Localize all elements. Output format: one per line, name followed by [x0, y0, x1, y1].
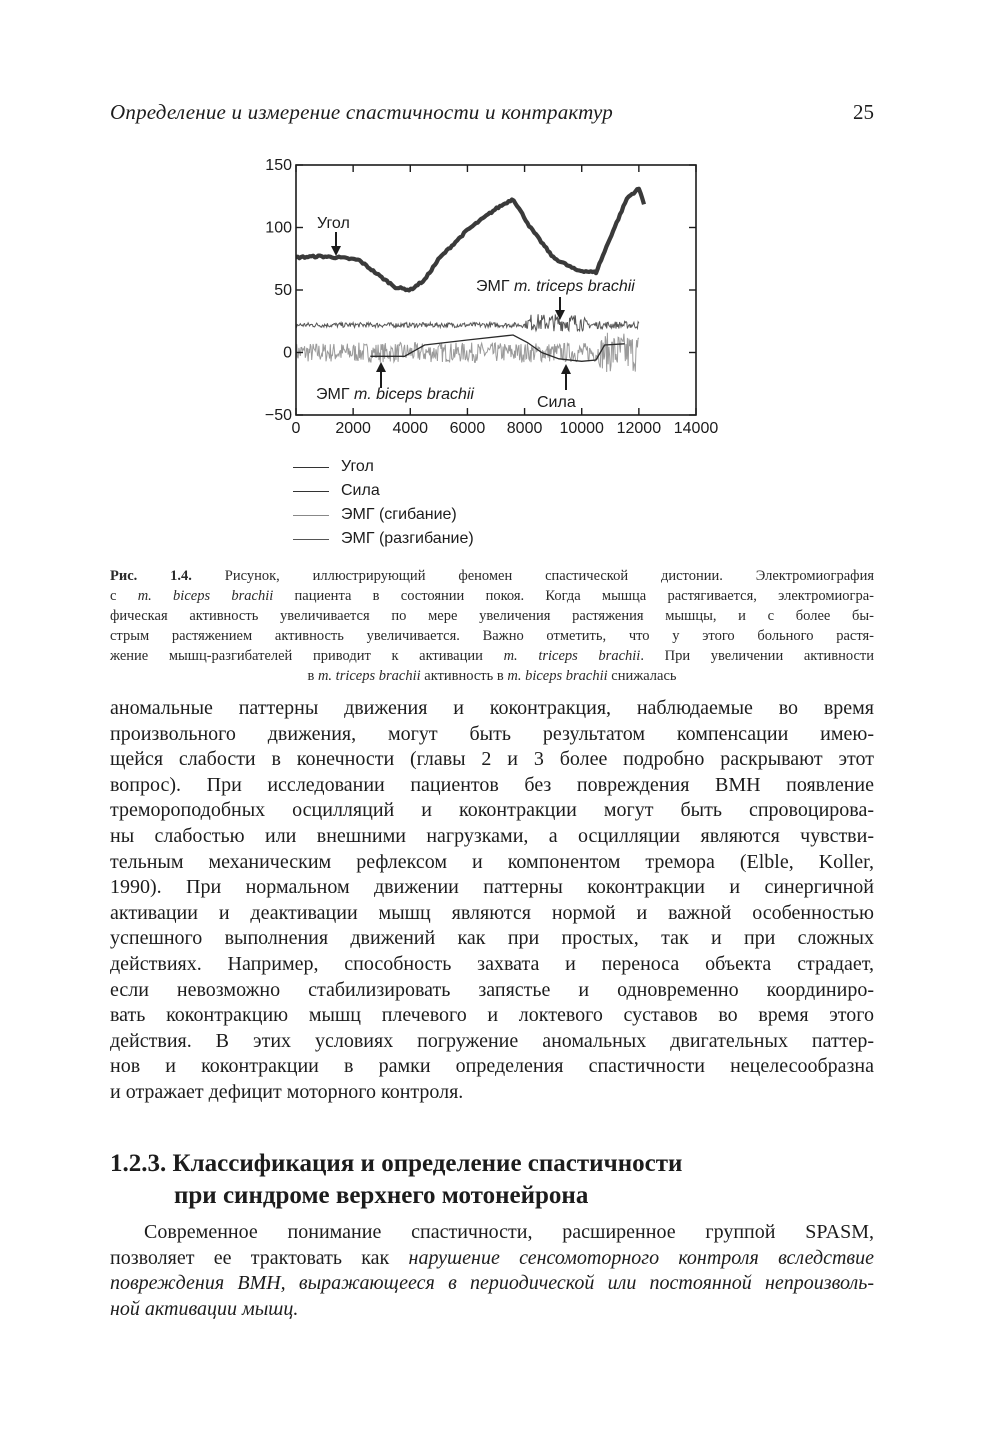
- annotation-emg-biceps-prefix: ЭМГ: [316, 386, 354, 403]
- caption-term: m. biceps brachii: [137, 588, 274, 604]
- legend-item-emg-extension: [293, 527, 474, 551]
- x-tick-label: 8000: [506, 420, 543, 437]
- lead-line: Современное понимание спастичности, расширенное группой SPASM,: [144, 1221, 874, 1243]
- figure-caption: [110, 566, 874, 686]
- y-tick-label: 150: [265, 157, 292, 174]
- caption-term: m. triceps brachii: [317, 668, 421, 684]
- x-tick-label: 0: [291, 420, 301, 437]
- arrowhead-angle: [331, 246, 341, 256]
- caption-term: m. triceps brachii: [503, 648, 641, 664]
- section-heading-line2: при синдроме верхнего мотонейрона: [174, 1182, 589, 1209]
- lead-line: [110, 1246, 874, 1272]
- annotation-force: Сила: [537, 394, 576, 411]
- lead-line: ной активации мышц.: [110, 1297, 299, 1320]
- caption-text: с: [110, 588, 138, 604]
- legend-item-emg-flexion: [293, 503, 474, 527]
- legend-swatch: [293, 515, 329, 516]
- body-line: тельным механическим рефлексом и компонентом тремора (Elble, Koller,: [110, 850, 874, 873]
- caption-line: [110, 586, 874, 606]
- running-head: [110, 100, 874, 130]
- body-line: вать коконтракцию мышц плечевого и локтевого суставов во время этого: [110, 1004, 874, 1027]
- y-tick-label: 100: [265, 219, 292, 237]
- y-tick-label: −50: [264, 407, 292, 424]
- section-heading: [110, 1148, 682, 1212]
- legend-item-force: [293, 479, 474, 503]
- annotation-angle: Угол: [317, 215, 350, 232]
- legend-swatch: [293, 467, 329, 468]
- caption-label: Рис. 1.4.: [110, 568, 192, 584]
- body-line: действия. В этих условиях погружение аномальных двигательных паттер-: [110, 1029, 874, 1052]
- caption-text: . При увеличении активности: [640, 648, 874, 664]
- page-number: 25: [853, 100, 874, 124]
- annotation-emg-triceps-prefix: ЭМГ: [476, 278, 514, 295]
- legend-label: ЭМГ (сгибание): [341, 506, 457, 523]
- x-tick-label: 12000: [616, 420, 662, 437]
- body-line: щейся слабости в конечности (главы 2 и 3 более подробно раскрывают этот: [110, 748, 874, 771]
- caption-text: Рисунок, иллюстрирующий феномен спастической дистонии. Электромиография: [191, 568, 874, 584]
- annotation-emg-biceps-name: m. biceps brachii: [353, 386, 474, 403]
- body-line: ны слабостью или внешними нагрузками, а осцилляции являются чувстви-: [110, 824, 874, 847]
- body-line: нов и коконтракции в рамки определения спастичности нецелесообразна: [110, 1055, 874, 1078]
- legend-label: Угол: [341, 458, 374, 475]
- body-line: успешного выполнения движений как при простых, так и при сложных: [110, 927, 874, 950]
- body-line: действиях. Например, способность захвата и переноса объекта страдает,: [110, 952, 874, 975]
- legend-label: Сила: [341, 482, 380, 499]
- body-paragraph: [110, 696, 874, 1106]
- body-line: активации и деактивации мышц являются нормой и важной особенностью: [110, 901, 874, 924]
- caption-text: пациента в состоянии покоя. Когда мышца растягивается, электромиогра-: [273, 588, 875, 604]
- caption-text: в: [307, 668, 318, 684]
- body-line: тремороподобных осцилляций и коконтракции могут быть спровоцирова-: [110, 799, 874, 822]
- body-line: 1990). При нормальном движении паттерны коконтракции и синергичной: [110, 876, 874, 899]
- running-title: Определение и измерение спастичности и контрактур: [110, 100, 613, 124]
- body-line: если невозможно стабилизировать запястье и одновременно координиро-: [110, 978, 874, 1001]
- lead-text: позволяет ее трактовать как: [110, 1246, 409, 1269]
- series-emg-flexion: [296, 333, 639, 372]
- y-tick-label: 50: [274, 282, 292, 299]
- caption-line: [110, 666, 874, 686]
- caption-line: стрым растяжением активность увеличивается. Важно отметить, что у этого больного растя-: [110, 628, 874, 644]
- legend-item-angle: [293, 455, 474, 479]
- body-line: вопрос). При исследовании пациентов без повреждения ВМН появление: [110, 773, 874, 796]
- section-heading-line1: 1.2.3. Классификация и определение спастичности: [110, 1150, 683, 1177]
- chart-legend: [293, 455, 474, 551]
- series-emg-extension: [296, 314, 639, 331]
- caption-text: снижалась: [607, 668, 677, 684]
- y-tick-label: 0: [283, 344, 292, 362]
- lead-paragraph: [110, 1220, 874, 1322]
- x-tick-label: 10000: [559, 420, 604, 437]
- x-tick-label: 4000: [392, 420, 429, 437]
- arrowhead-force: [561, 364, 571, 374]
- caption-text: активность в: [420, 668, 508, 684]
- caption-line: [110, 646, 874, 666]
- x-tick-label: 6000: [449, 420, 486, 437]
- x-tick-label: 2000: [335, 420, 371, 437]
- arrowhead-biceps: [376, 362, 386, 372]
- legend-swatch: [293, 491, 329, 492]
- lead-line: повреждения ВМН, выражающееся в периодической или постоянной непроизволь-: [110, 1272, 874, 1295]
- annotation-emg-triceps: [476, 278, 635, 295]
- body-line: и отражает дефицит моторного контроля.: [110, 1080, 464, 1103]
- x-tick-label: 14000: [673, 420, 719, 437]
- annotation-emg-biceps: [316, 386, 474, 403]
- legend-label: ЭМГ (разгибание): [341, 530, 474, 547]
- body-line: произвольного движения, могут быть результатом компенсации имею-: [110, 722, 874, 745]
- caption-text: жение мышц-разгибателей приводит к активации: [110, 648, 504, 664]
- caption-term: m. biceps brachii: [507, 668, 608, 684]
- caption-line: [110, 566, 874, 586]
- caption-line: фическая активность увеличивается по мере увеличения растяжения мышцы, и с более бы-: [110, 608, 874, 624]
- series-angle: [296, 189, 644, 291]
- annotation-emg-triceps-name: m. triceps brachii: [513, 278, 635, 295]
- body-line: аномальные паттерны движения и коконтракция, наблюдаемые во время: [110, 697, 874, 719]
- lead-emphasis: нарушение сенсомоторного контроля вследствие: [408, 1246, 874, 1269]
- chart: [250, 150, 750, 450]
- legend-swatch: [293, 539, 329, 540]
